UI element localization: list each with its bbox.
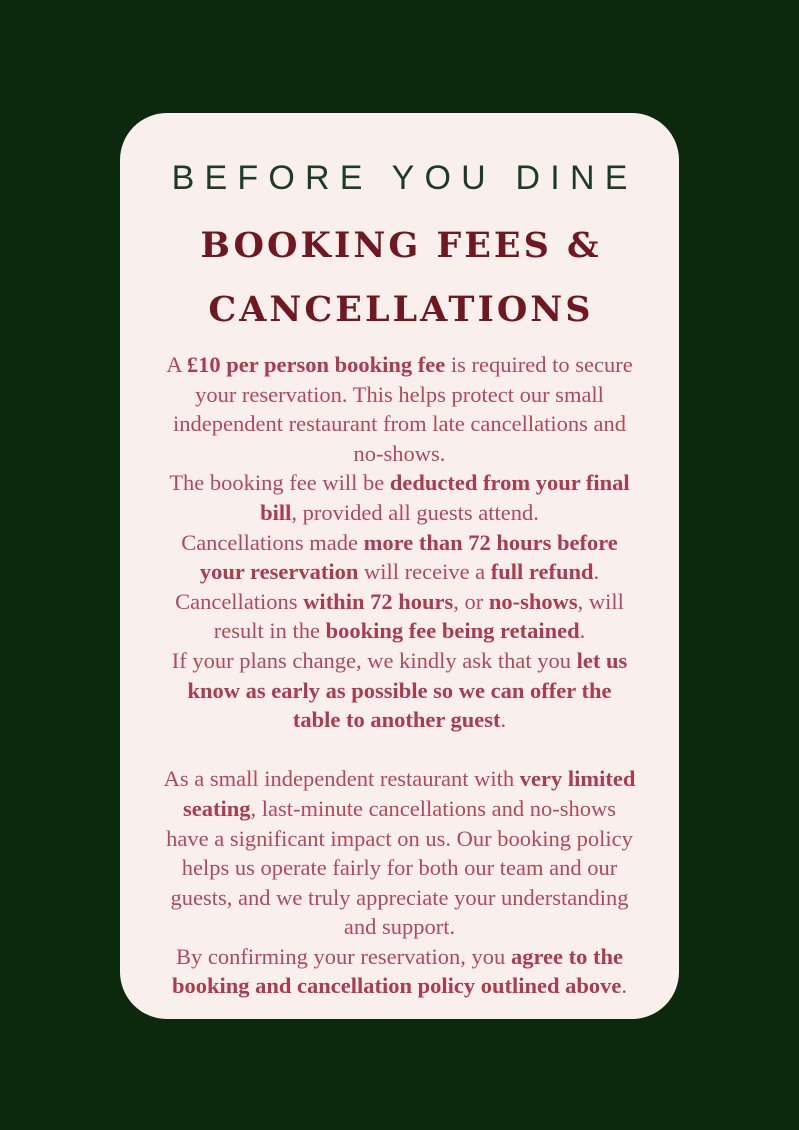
policy-bold-text: booking and cancellation policy outlined above [171,973,622,999]
policy-bold-text: £10 per person booking fee [186,352,446,377]
policy-regular-text: will receive a [358,559,491,585]
policy-regular-text: , last-minute cancellations and no-shows [250,795,617,821]
policy-regular-text: . [621,973,628,999]
policy-regular-text: , provided all guests attend. [291,499,539,525]
policy-regular-text: is required to secure [445,352,633,377]
policy-line [120,853,679,883]
policy-line [120,468,679,498]
policy-line [120,616,679,646]
page-background [0,113,799,1130]
policy-line [120,971,679,1001]
main-title [120,214,679,342]
policy-line [120,883,679,913]
policy-block [120,764,679,1001]
policy-regular-text: A [166,352,187,377]
policy-bold-text: your reservation [199,559,359,585]
policy-text [120,350,679,1001]
policy-line [120,646,679,676]
policy-regular-text: If your plans change, we kindly ask that you [171,647,577,673]
policy-regular-text: Cancellations made [181,529,364,555]
policy-line [120,439,679,469]
policy-line [120,528,679,558]
policy-line [120,498,679,528]
policy-bold-text: let us [576,647,628,673]
policy-regular-text: , or [453,588,489,614]
policy-bold-text: more than 72 hours before [363,529,618,555]
policy-regular-text: . [593,559,600,585]
policy-bold-text: bill [260,499,292,525]
main-title-line-1: BOOKING FEES & [200,225,602,266]
policy-regular-text: helps us operate fairly for both our team and our [181,855,618,881]
policy-line [120,794,679,824]
policy-line [120,824,679,854]
policy-regular-text: and support. [343,914,456,940]
policy-regular-text: have a significant impact on us. Our booking policy [166,825,633,851]
policy-bold-text: deducted from your final [389,470,630,496]
policy-regular-text: your reservation. This helps protect our small [195,381,604,407]
policy-bold-text: seating [182,795,251,821]
policy-regular-text: no-shows. [353,440,446,466]
policy-bold-text: know as early as possible so we can offer the [187,677,612,703]
policy-block [120,350,679,735]
policy-bold-text: very limited [519,766,636,792]
policy-bold-text: no-shows [488,588,578,614]
policy-line [120,764,679,794]
policy-line [120,676,679,706]
policy-bold-text: within 72 hours [303,588,454,614]
eyebrow-title: BEFORE YOU DINE [171,159,638,197]
policy-regular-text: guests, and we truly appreciate your understanding [170,884,629,910]
policy-line [120,350,679,380]
policy-line [120,705,679,735]
policy-line [120,942,679,972]
policy-regular-text: . [579,618,586,644]
policy-regular-text: By confirming your reservation, you [176,943,511,969]
policy-line [120,557,679,587]
main-title-line-2: CANCELLATIONS [208,289,594,330]
policy-line [120,380,679,410]
policy-bold-text: booking fee being retained [325,618,580,644]
policy-bold-text: agree to the [510,943,623,969]
policy-bold-text: table to another guest [292,707,501,733]
policy-regular-text: The booking fee will be [169,470,390,496]
policy-bold-text: full refund [490,559,594,585]
policy-line [120,409,679,439]
policy-regular-text: result in the [213,618,326,644]
policy-regular-text: , will [577,588,624,614]
policy-regular-text: independent restaurant from late cancellations and [173,411,626,437]
policy-regular-text: Cancellations [175,588,304,614]
policy-regular-text: . [500,707,507,733]
policy-line [120,912,679,942]
policy-line [120,587,679,617]
policy-card [120,113,679,1019]
policy-regular-text: As a small independent restaurant with [163,766,520,792]
